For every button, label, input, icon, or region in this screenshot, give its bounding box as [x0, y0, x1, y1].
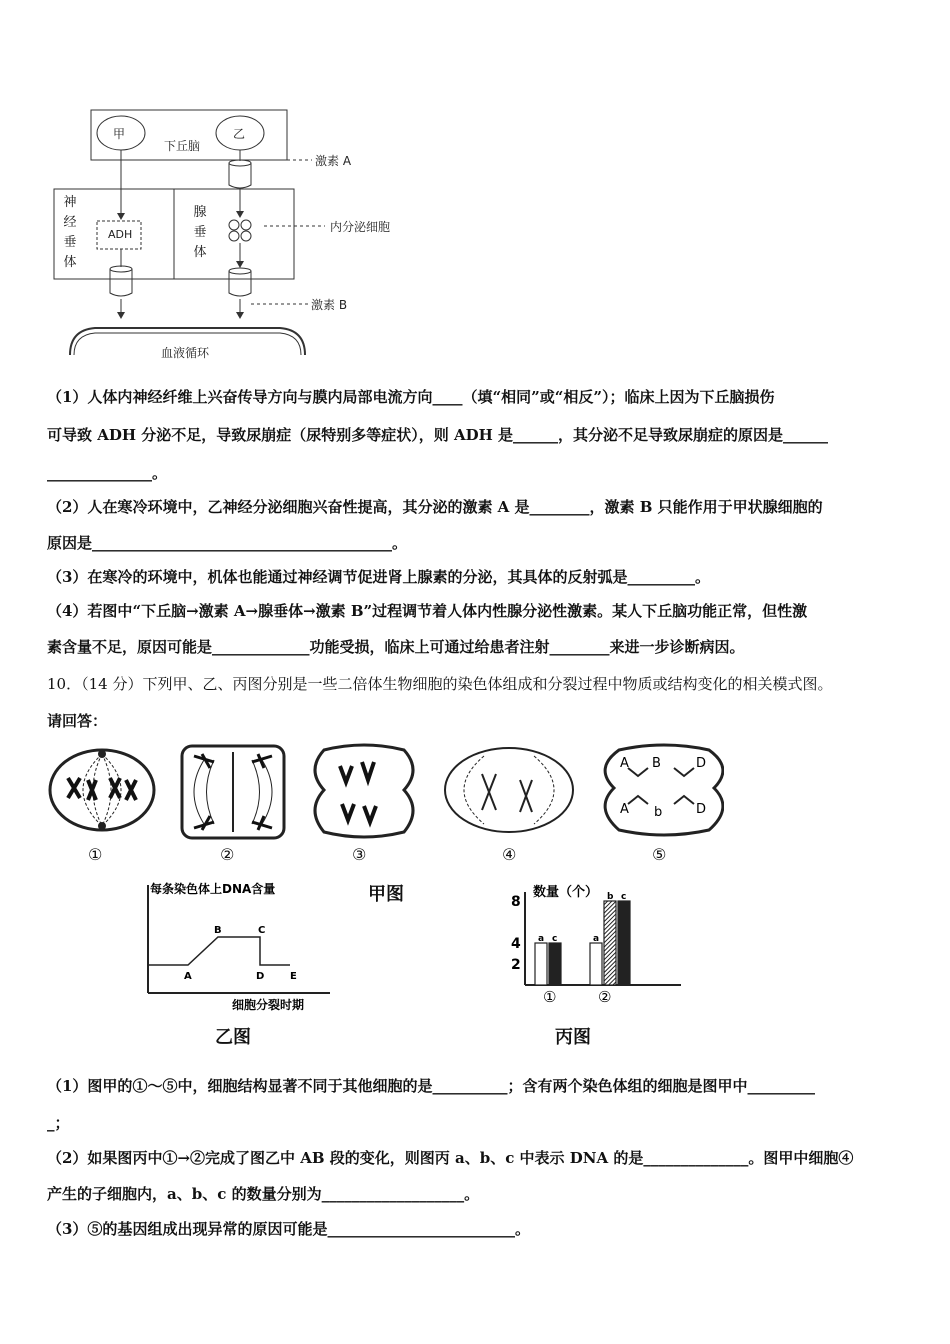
yi-xlabel: 细胞分裂时期 — [232, 998, 305, 1012]
bar-b-2 — [604, 901, 616, 985]
yi-point-label: C — [258, 925, 266, 936]
cell-5 — [605, 745, 723, 835]
hormone-regulation-diagram — [50, 105, 430, 365]
q10-line-2: 请回答： — [47, 712, 108, 730]
gene-label: B — [652, 756, 661, 771]
bing-bar-chart — [505, 880, 705, 1020]
gene-label: A — [620, 756, 629, 771]
yi-caption: 乙图 — [215, 1027, 251, 1048]
adh-label: ADH — [108, 228, 133, 241]
q9-line-3: ______________。 — [47, 464, 168, 482]
yi-point-label: E — [290, 971, 297, 982]
bing-category-label: ① — [543, 988, 557, 1006]
cell-label-4: ④ — [502, 845, 517, 864]
cell-1 — [50, 750, 154, 830]
jia-neuron-label: 甲 — [113, 127, 126, 141]
gene-label: D — [696, 802, 707, 817]
gene-label: b — [654, 805, 663, 820]
gene-label: D — [696, 756, 707, 771]
q10-sub-line-2: _； — [47, 1114, 70, 1132]
q9-line-7: （4）若图中“下丘脑→激素 A→腺垂体→激素 B”过程调节着人体内性腺分泌性激素。某人下丘脑功能正常，但性激 — [47, 602, 808, 620]
yi-point-label: D — [256, 971, 265, 982]
bar-label: b — [607, 892, 614, 902]
gene-label: A — [620, 802, 629, 817]
bar-c-1 — [549, 943, 561, 985]
q10-sub-line-3: （2）如果图丙中①→②完成了图乙中 AB 段的变化，则图丙 a、b、c 中表示 DNA 的是______________。图甲中细胞④ — [47, 1149, 854, 1167]
cell-label-3: ③ — [352, 845, 367, 864]
endocrine-cell-label: 内分泌细胞 — [330, 220, 391, 234]
bar-label: c — [552, 934, 558, 944]
hypothalamus-label: 下丘脑 — [164, 139, 201, 153]
yi-ylabel: 每条染色体上DNA含量 — [150, 882, 276, 896]
q9-line-4: （2）人在寒冷环境中，乙神经分泌细胞兴奋性提高，其分泌的激素 A 是________，激素 B 只能作用于甲状腺细胞的 — [47, 498, 823, 516]
bar-c-2 — [618, 901, 630, 985]
cell-2 — [182, 746, 284, 838]
q9-line-5: 原因是________________________________________。 — [47, 534, 408, 552]
yi-series-line — [148, 937, 290, 965]
hormone-b-label: 激素 B — [311, 298, 348, 312]
q10-sub-line-5: （3）⑤的基因组成出现异常的原因可能是_________________________。 — [47, 1220, 530, 1238]
yi-point-label: A — [184, 971, 192, 982]
yi-point-label: B — [214, 925, 222, 936]
bar-label: c — [621, 892, 627, 902]
bar-label: a — [538, 934, 545, 944]
blood-circulation-label: 血液循环 — [161, 346, 210, 360]
q9-line-2: 可导致 ADH 分泌不足，导致尿崩症（尿特别多等症状），则 ADH 是______，其分泌不足导致尿崩症的原因是______ — [47, 426, 829, 444]
adeno-pituitary-label: 腺 垂 体 — [193, 205, 207, 260]
q9-line-1: （1）人体内神经纤维上兴奋传导方向与膜内局部电流方向____（填“相同”或“相反”）；临床上因为下丘脑损伤 — [47, 388, 775, 406]
bar-label: a — [593, 934, 600, 944]
cell-label-1: ① — [88, 845, 103, 864]
q9-line-8: 素含量不足，原因可能是_____________功能受损，临床上可通过给患者注射________来进一步诊断病因。 — [47, 638, 745, 656]
q10-line-1: 10．（14 分）下列甲、乙、丙图分别是一些二倍体生物细胞的染色体组成和分裂过程中物质或结构变化的相关模式图。 — [47, 675, 833, 693]
bing-category-label: ② — [598, 988, 612, 1006]
q10-sub-line-4: 产生的子细胞内，a、b、c 的数量分别为___________________。 — [47, 1185, 480, 1203]
bing-y-tick: 8 — [511, 894, 521, 910]
cell-label-2: ② — [220, 845, 235, 864]
cell-diagrams — [44, 740, 724, 850]
bing-ylabel: 数量（个） — [533, 885, 599, 900]
bar-a-2 — [590, 943, 602, 985]
q9-line-6: （3）在寒冷的环境中，机体也能通过神经调节促进肾上腺素的分泌，其具体的反射弧是_________。 — [47, 568, 710, 586]
jia-caption: 甲图 — [368, 884, 404, 905]
cell-label-5: ⑤ — [652, 845, 667, 864]
cell-4 — [445, 748, 573, 832]
bing-caption: 丙图 — [555, 1027, 591, 1048]
hormone-a-label: 激素 A — [315, 154, 352, 168]
bing-y-tick: 2 — [511, 957, 521, 973]
bar-a-1 — [535, 943, 547, 985]
bing-y-tick: 4 — [511, 936, 521, 952]
yi-neuron-label: 乙 — [233, 127, 246, 141]
neuro-pituitary-label: 神 经 垂 体 — [63, 195, 77, 270]
q10-sub-line-1: （1）图甲的①～⑤中，细胞结构显著不同于其他细胞的是__________；含有两个染色体组的细胞是图甲中_________ — [47, 1077, 815, 1095]
yi-line-chart — [140, 875, 340, 1015]
cell-3 — [315, 745, 413, 837]
